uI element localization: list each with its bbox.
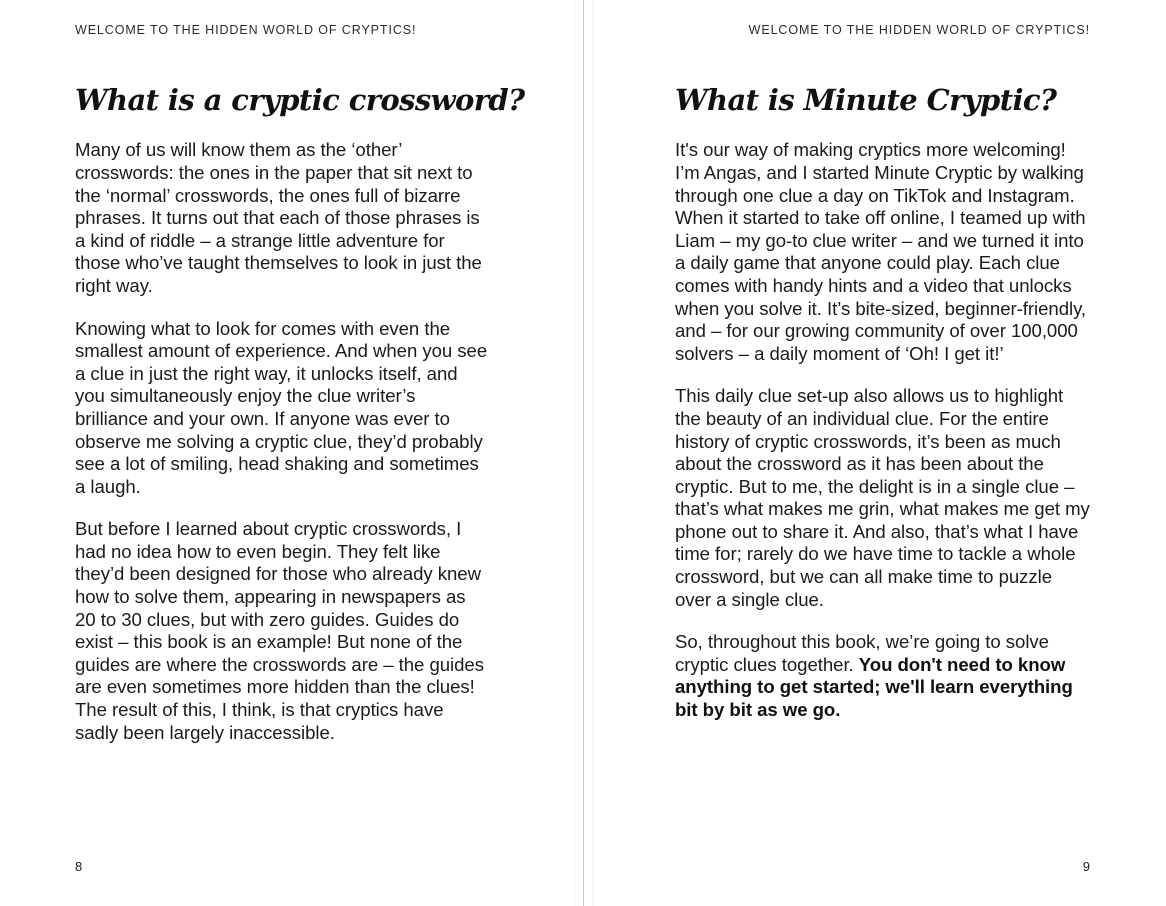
- right-page-title: What is Minute Cryptic?: [675, 82, 1057, 117]
- page-number-left: 8: [75, 859, 83, 874]
- gutter-shadow-right: [592, 0, 593, 906]
- gutter-shadow-left: [574, 0, 575, 906]
- paragraph: It's our way of making cryptics more welcoming! I’m Angas, and I started Minute Cryptic by walking through one clue a day on TikTok and Instagram. When it started to take off online, I teamed up with Liam – my go-to clue writer – and we turned it into a daily game that anyone could play. Each clue comes with handy hints and a video that unlocks when you solve it. It’s bite-sized, beginner-friendly, and – for our growing community of over 100,000 solvers – a daily moment of ‘Oh! I get it!’: [675, 139, 1087, 364]
- right-page: [583, 0, 1166, 906]
- running-header-right: WELCOME TO THE HIDDEN WORLD OF CRYPTICS!: [748, 23, 1090, 37]
- paragraph: Many of us will know them as the ‘other’ crosswords: the ones in the paper that sit next to the ‘normal’ crosswords, the ones full of bizarre phrases. It turns out that each of those phrases is a kind of riddle – a strange little adventure for those who’ve taught themselves to look in just the right way.: [75, 139, 482, 296]
- right-page-body: [675, 139, 1090, 721]
- closing-paragraph-lead: So, throughout this book, we’re going to solve cryptic clues together.: [675, 631, 1049, 675]
- left-page-title: What is a cryptic crossword?: [75, 82, 525, 117]
- running-header-left: WELCOME TO THE HIDDEN WORLD OF CRYPTICS!: [75, 23, 417, 37]
- closing-paragraph: [675, 631, 1090, 721]
- left-page-body: [75, 139, 490, 744]
- closing-paragraph-bold: You don't need to know anything to get started; we'll learn everything bit by bit as we go.: [675, 653, 1073, 721]
- page-gutter-divider: [583, 0, 584, 906]
- paragraph: This daily clue set-up also allows us to highlight the beauty of an individual clue. For the entire history of cryptic crosswords, it’s been as much about the crossword as it has been about the cryptic. But to me, the delight is in a single clue – that’s what makes me grin, what makes me get my phone out to share it. And also, that’s what I have time for; rarely do we have time to tackle a whole crossword, but we can all make time to puzzle over a single clue.: [675, 385, 1090, 610]
- paragraph: But before I learned about cryptic crosswords, I had no idea how to even begin. They felt like they’d been designed for those who already knew how to solve them, appearing in newspapers as 20 to 30 clues, but with zero guides. Guides do exist – this book is an example! But none of the guides are where the crosswords are – the guides are even sometimes more hidden than the clues! The result of this, I think, is that cryptics have sadly been largely inaccessible.: [75, 518, 484, 743]
- paragraph: Knowing what to look for comes with even the smallest amount of experience. And when you see a clue in just the right way, it unlocks itself, and you simultaneously enjoy the clue writer’s brilliance and your own. If anyone was ever to observe me solving a cryptic clue, they’d probably see a lot of smiling, head shaking and sometimes a laugh.: [75, 317, 488, 497]
- page-number-right: 9: [1082, 859, 1090, 874]
